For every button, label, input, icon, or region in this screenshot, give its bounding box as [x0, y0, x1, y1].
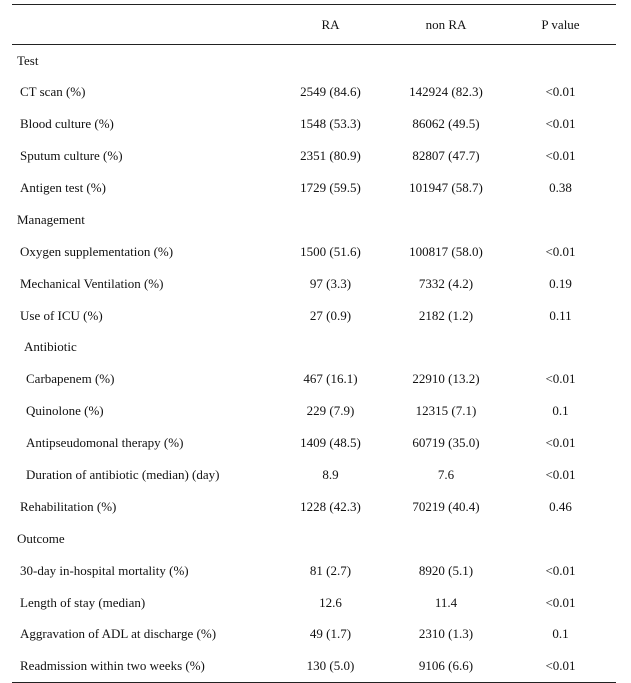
cell-ra: 12.6: [319, 594, 342, 610]
row-label: Use of ICU (%): [20, 307, 103, 323]
cell-p-value: [505, 332, 616, 364]
cell-non-ra: 2310 (1.3): [418, 626, 474, 642]
cell-ra: [274, 45, 387, 77]
cell-p-value: [505, 45, 616, 77]
row-label: Quinolone (%): [26, 403, 104, 419]
cell-ra: 1500 (51.6): [300, 243, 361, 259]
table-row: [12, 363, 616, 395]
cell-ra: 49 (1.7): [309, 626, 352, 642]
cell-p-value: 0.38: [549, 180, 572, 195]
cell-non-ra: 86062 (49.5): [412, 116, 480, 132]
table-row: [12, 619, 616, 651]
cell-p-value: <0.01: [545, 84, 576, 100]
row-label: Outcome: [17, 530, 65, 546]
cell-p-value: [505, 523, 616, 555]
cell-p-value: <0.01: [545, 371, 576, 387]
cell-p-value: 0.46: [549, 498, 572, 514]
cell-ra: 27 (0.9): [309, 307, 352, 323]
table-row: [12, 140, 616, 172]
row-label: Test: [17, 52, 39, 68]
cell-non-ra: 7.6: [437, 467, 455, 483]
cell-p-value: <0.01: [545, 243, 576, 259]
cell-non-ra: 12315 (7.1): [415, 403, 477, 419]
cell-non-ra: 22910 (13.2): [412, 371, 480, 387]
cell-non-ra: [387, 45, 505, 77]
cell-ra: 1548 (53.3): [300, 116, 361, 132]
cell-p-value: 0.1: [552, 626, 569, 642]
row-label: 30-day in-hospital mortality (%): [20, 562, 189, 578]
cell-non-ra: [387, 204, 505, 236]
cell-non-ra: 2182 (1.2): [418, 307, 474, 323]
cell-ra: 97 (3.3): [309, 275, 352, 291]
table-row: [12, 395, 616, 427]
table-row: [12, 268, 616, 300]
row-label: Antipseudomonal therapy (%): [26, 435, 184, 451]
cell-ra: 81 (2.7): [309, 562, 352, 578]
cell-non-ra: 100817 (58.0): [409, 243, 483, 259]
cell-non-ra: 82807 (47.7): [412, 148, 480, 164]
table-row: [12, 427, 616, 459]
cell-p-value: <0.01: [545, 594, 576, 610]
table-row: [12, 300, 616, 332]
cell-non-ra: 9106 (6.6): [387, 650, 505, 682]
cell-ra: 467 (16.1): [303, 371, 358, 387]
results-table-container: [12, 4, 616, 683]
table-row: [12, 332, 616, 364]
cell-non-ra: [387, 523, 505, 555]
row-label: Antibiotic: [24, 339, 77, 355]
table-row: [12, 523, 616, 555]
cell-non-ra: 142924 (82.3): [409, 84, 483, 100]
cell-p-value: <0.01: [545, 116, 576, 132]
row-label: Duration of antibiotic (median) (day): [26, 467, 220, 483]
table-row: [12, 555, 616, 587]
cell-p-value: 0.19: [549, 275, 572, 291]
cell-p-value: <0.01: [545, 467, 576, 483]
cell-p-value: 0.1: [552, 403, 569, 419]
cell-ra: [274, 204, 387, 236]
row-label: Antigen test (%): [20, 180, 106, 195]
cell-ra: 1729 (59.5): [300, 180, 361, 195]
cell-p-value: <0.01: [545, 435, 576, 451]
cell-non-ra: [387, 332, 505, 364]
row-label: Aggravation of ADL at discharge (%): [20, 626, 217, 642]
cell-ra: 1409 (48.5): [300, 435, 361, 451]
cell-non-ra: 60719 (35.0): [412, 435, 480, 451]
table-row: [12, 491, 616, 523]
table-row: [12, 236, 616, 268]
cell-non-ra: 70219 (40.4): [412, 498, 480, 514]
row-label: Oxygen supplementation (%): [20, 243, 174, 259]
cell-ra: 229 (7.9): [306, 403, 355, 419]
table-row: [12, 45, 616, 77]
table-row: [12, 204, 616, 236]
table-row: [12, 587, 616, 619]
cell-non-ra: 8920 (5.1): [418, 562, 474, 578]
cell-p-value: 0.11: [549, 307, 572, 323]
cell-non-ra: 11.4: [434, 594, 458, 610]
row-label: Blood culture (%): [20, 116, 114, 132]
row-label: CT scan (%): [20, 84, 86, 100]
cell-ra: [274, 332, 387, 364]
cell-p-value: <0.01: [505, 650, 616, 682]
table-body: [12, 45, 616, 683]
results-table: [12, 4, 616, 683]
cell-ra: 130 (5.0): [274, 650, 387, 682]
cell-p-value: <0.01: [545, 148, 576, 164]
table-row: [12, 459, 616, 491]
row-label: Rehabilitation (%): [20, 498, 117, 514]
table-row: [12, 172, 616, 204]
header-row: [12, 5, 616, 45]
cell-ra: 1228 (42.3): [300, 498, 361, 514]
row-label: Sputum culture (%): [20, 148, 123, 164]
row-label: Readmission within two weeks (%): [12, 650, 274, 682]
table-row: [12, 650, 616, 682]
cell-non-ra: 101947 (58.7): [409, 180, 483, 195]
row-label: Mechanical Ventilation (%): [20, 275, 164, 291]
row-label: Length of stay (median): [20, 594, 146, 610]
cell-p-value: [505, 204, 616, 236]
cell-p-value: <0.01: [545, 562, 576, 578]
header-p-value: P value: [505, 5, 616, 45]
row-label: Management: [17, 211, 85, 227]
table-header: [12, 5, 616, 45]
header-label: [12, 5, 274, 45]
cell-ra: [274, 523, 387, 555]
header-non-ra: non RA: [387, 5, 505, 45]
table-row: [12, 76, 616, 108]
table-row: [12, 108, 616, 140]
cell-ra: 8.9: [322, 467, 339, 483]
header-ra: RA: [274, 5, 387, 45]
cell-ra: 2549 (84.6): [300, 84, 361, 100]
cell-ra: 2351 (80.9): [300, 148, 361, 164]
cell-non-ra: 7332 (4.2): [418, 275, 474, 291]
row-label: Carbapenem (%): [26, 371, 115, 387]
